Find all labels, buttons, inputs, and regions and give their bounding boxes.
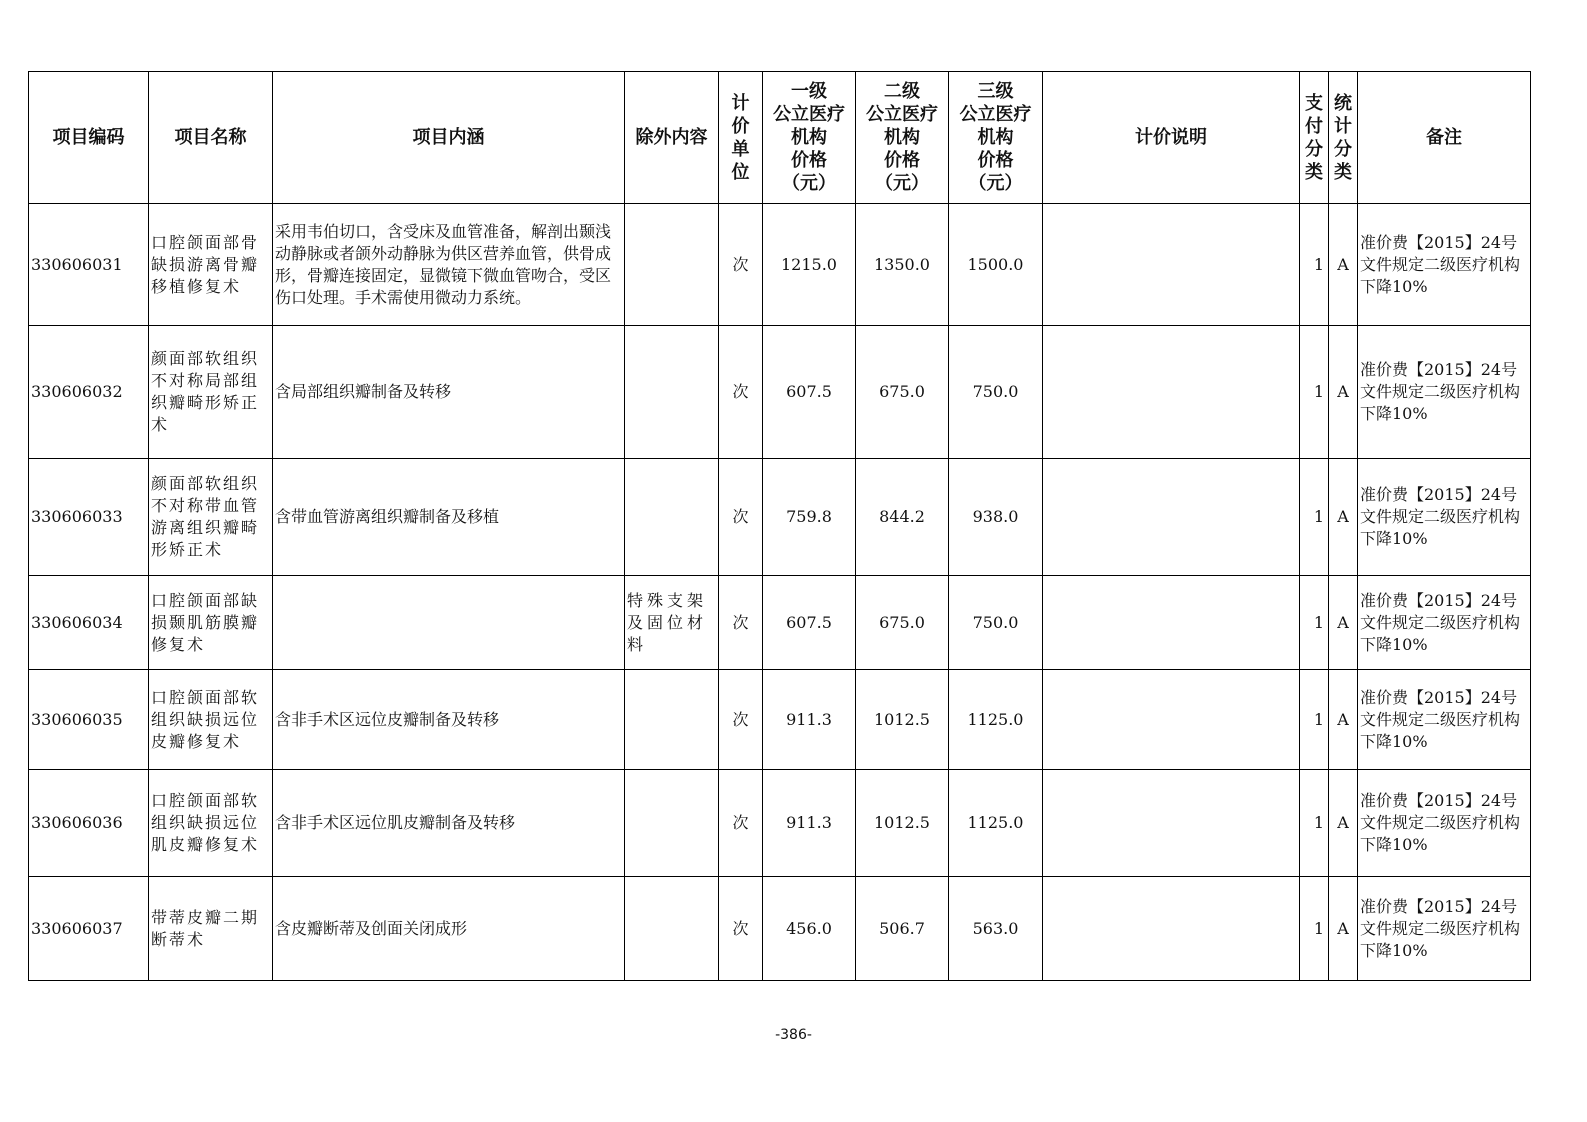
pricing-note-cell [1043, 326, 1300, 459]
content-cell: 采用韦伯切口，含受床及血管准备，解剖出颞浅动静脉或者颌外动静脉为供区营养血管，供骨成形，骨瓣连接固定，显微镜下微血管吻合，受区伤口处理。手术需使用微动力系统。 [273, 204, 625, 326]
name-cell: 口腔颌面部软组织缺损远位肌皮瓣修复术 [149, 770, 273, 877]
payment-class-cell: 1 [1300, 877, 1329, 981]
payment-class-cell: 1 [1300, 326, 1329, 459]
code-cell: 330606036 [29, 770, 149, 877]
header-code: 项目编码 [29, 72, 149, 204]
unit-cell: 次 [719, 576, 763, 670]
content-cell: 含局部组织瓣制备及转移 [273, 326, 625, 459]
table-row [29, 770, 1531, 877]
unit-cell: 次 [719, 877, 763, 981]
unit-cell: 次 [719, 326, 763, 459]
price-level3-cell: 938.0 [949, 459, 1043, 576]
header-pricing-note: 计价说明 [1043, 72, 1300, 204]
code-cell: 330606031 [29, 204, 149, 326]
price-level1-cell: 911.3 [763, 670, 856, 770]
remark-cell: 准价费【2015】24号文件规定二级医疗机构下降10% [1358, 770, 1531, 877]
price-level1-cell: 1215.0 [763, 204, 856, 326]
exclusion-cell [625, 326, 719, 459]
stat-class-cell: A [1329, 326, 1358, 459]
unit-cell: 次 [719, 459, 763, 576]
exclusion-cell [625, 459, 719, 576]
price-level2-cell: 675.0 [856, 576, 949, 670]
price-level2-cell: 844.2 [856, 459, 949, 576]
price-level3-cell: 1125.0 [949, 770, 1043, 877]
content-cell [273, 576, 625, 670]
price-level1-cell: 607.5 [763, 576, 856, 670]
code-cell: 330606037 [29, 877, 149, 981]
price-level1-cell: 911.3 [763, 770, 856, 877]
table-row [29, 459, 1531, 576]
price-table [28, 71, 1531, 981]
header-stat-class: 统 计 分 类 [1329, 72, 1358, 204]
name-cell: 口腔颌面部缺损颞肌筋膜瓣修复术 [149, 576, 273, 670]
code-cell: 330606033 [29, 459, 149, 576]
header-price-level3: 三级 公立医疗 机构 价格 （元） [949, 72, 1043, 204]
content-cell: 含皮瓣断蒂及创面关闭成形 [273, 877, 625, 981]
exclusion-cell [625, 204, 719, 326]
pricing-note-cell [1043, 576, 1300, 670]
price-level3-cell: 1125.0 [949, 670, 1043, 770]
content-cell: 含非手术区远位肌皮瓣制备及转移 [273, 770, 625, 877]
name-cell: 口腔颌面部软组织缺损远位皮瓣修复术 [149, 670, 273, 770]
payment-class-cell: 1 [1300, 770, 1329, 877]
name-cell: 颜面部软组织不对称带血管游离组织瓣畸形矫正术 [149, 459, 273, 576]
stat-class-cell: A [1329, 877, 1358, 981]
payment-class-cell: 1 [1300, 670, 1329, 770]
header-content: 项目内涵 [273, 72, 625, 204]
content-cell: 含非手术区远位皮瓣制备及转移 [273, 670, 625, 770]
remark-cell: 准价费【2015】24号文件规定二级医疗机构下降10% [1358, 670, 1531, 770]
header-remark: 备注 [1358, 72, 1531, 204]
name-cell: 带蒂皮瓣二期断蒂术 [149, 877, 273, 981]
price-level3-cell: 1500.0 [949, 204, 1043, 326]
price-level3-cell: 750.0 [949, 326, 1043, 459]
code-cell: 330606032 [29, 326, 149, 459]
price-level2-cell: 506.7 [856, 877, 949, 981]
unit-cell: 次 [719, 770, 763, 877]
remark-cell: 准价费【2015】24号文件规定二级医疗机构下降10% [1358, 877, 1531, 981]
pricing-note-cell [1043, 459, 1300, 576]
price-level3-cell: 563.0 [949, 877, 1043, 981]
code-cell: 330606034 [29, 576, 149, 670]
stat-class-cell: A [1329, 576, 1358, 670]
unit-cell: 次 [719, 204, 763, 326]
price-level2-cell: 1012.5 [856, 670, 949, 770]
exclusion-cell [625, 770, 719, 877]
price-level1-cell: 456.0 [763, 877, 856, 981]
header-payment-class: 支 付 分 类 [1300, 72, 1329, 204]
header-price-level1: 一级 公立医疗 机构 价格 （元） [763, 72, 856, 204]
pricing-note-cell [1043, 877, 1300, 981]
price-level2-cell: 1350.0 [856, 204, 949, 326]
exclusion-cell [625, 670, 719, 770]
page-number: -386- [775, 1027, 812, 1043]
unit-cell: 次 [719, 670, 763, 770]
content-cell: 含带血管游离组织瓣制备及移植 [273, 459, 625, 576]
table-row [29, 670, 1531, 770]
payment-class-cell: 1 [1300, 459, 1329, 576]
header-row [29, 72, 1531, 204]
header-exclusion: 除外内容 [625, 72, 719, 204]
price-level1-cell: 607.5 [763, 326, 856, 459]
remark-cell: 准价费【2015】24号文件规定二级医疗机构下降10% [1358, 204, 1531, 326]
remark-cell: 准价费【2015】24号文件规定二级医疗机构下降10% [1358, 326, 1531, 459]
pricing-note-cell [1043, 204, 1300, 326]
price-level2-cell: 1012.5 [856, 770, 949, 877]
stat-class-cell: A [1329, 204, 1358, 326]
payment-class-cell: 1 [1300, 204, 1329, 326]
table-row [29, 877, 1531, 981]
name-cell: 颜面部软组织不对称局部组织瓣畸形矫正术 [149, 326, 273, 459]
remark-cell: 准价费【2015】24号文件规定二级医疗机构下降10% [1358, 459, 1531, 576]
header-name: 项目名称 [149, 72, 273, 204]
exclusion-cell: 特殊支架及固位材料 [625, 576, 719, 670]
price-level1-cell: 759.8 [763, 459, 856, 576]
payment-class-cell: 1 [1300, 576, 1329, 670]
pricing-note-cell [1043, 670, 1300, 770]
table-row [29, 204, 1531, 326]
name-cell: 口腔颌面部骨缺损游离骨瓣移植修复术 [149, 204, 273, 326]
stat-class-cell: A [1329, 770, 1358, 877]
exclusion-cell [625, 877, 719, 981]
code-cell: 330606035 [29, 670, 149, 770]
stat-class-cell: A [1329, 459, 1358, 576]
header-unit: 计 价 单 位 [719, 72, 763, 204]
pricing-note-cell [1043, 770, 1300, 877]
stat-class-cell: A [1329, 670, 1358, 770]
price-level3-cell: 750.0 [949, 576, 1043, 670]
table-row [29, 576, 1531, 670]
table-row [29, 326, 1531, 459]
remark-cell: 准价费【2015】24号文件规定二级医疗机构下降10% [1358, 576, 1531, 670]
header-price-level2: 二级 公立医疗 机构 价格 （元） [856, 72, 949, 204]
price-level2-cell: 675.0 [856, 326, 949, 459]
